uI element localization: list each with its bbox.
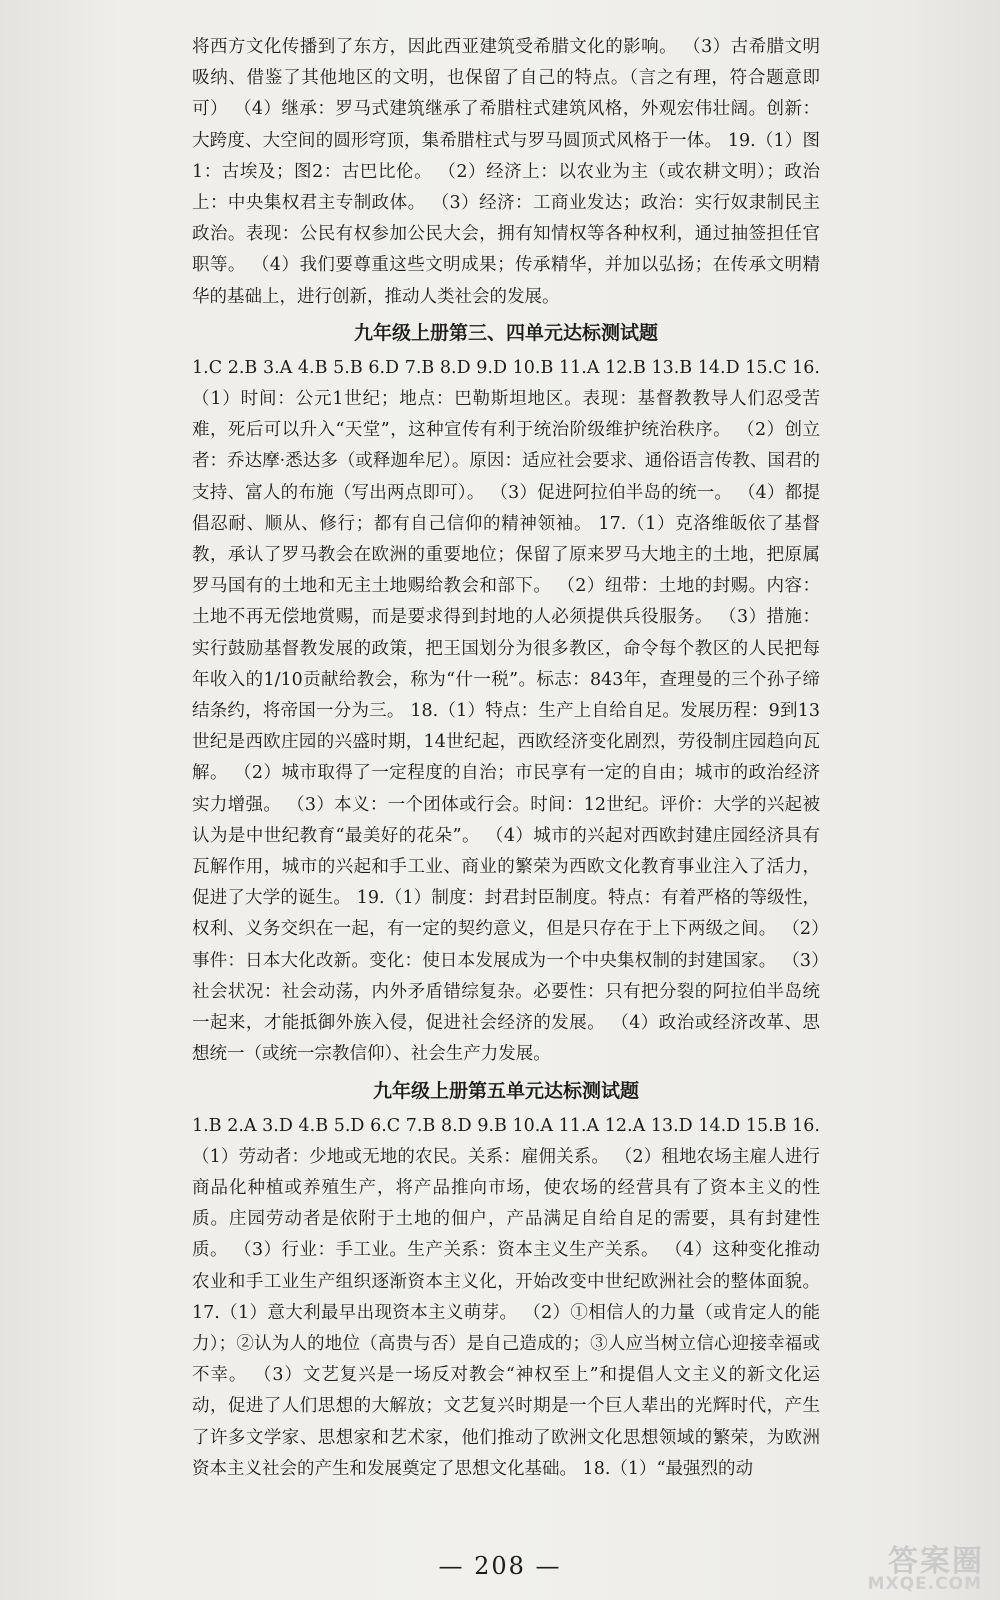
- paragraph-unit-5-answers: 1.B 2.A 3.D 4.B 5.D 6.C 7.B 8.D 9.B 10.A 11.A 12.A 13.D 14.D 15.B 16.（1）劳动者：少地或无地的农民。关系：雇佣关系。 （2）租地农场主雇人进行商品化种植或养殖生产，将产品推向市场，使农场的经营具有了资本主义的性质。庄园劳动者是依附于土地的佃户，产品满足自给自足的需要，具有封建性质。 （3）行业：手工业。生产关系：资本主义生产关系。 （4）这种变化推动农业和手工业生产组织逐渐资本主义化，开始改变中世纪欧洲社会的整体面貌。 17.（1）意大利最早出现资本主义萌芽。 （2）①相信人的力量（或肯定人的能力）；②认为人的地位（高贵与否）是自己造成的；③人应当树立信心迎接幸福或不幸。 （3）文艺复兴是一场反对教会“神权至上”和提倡人文主义的新文化运动，促进了人们思想的大解放；文艺复兴时期是一个巨人辈出的光辉时代，产生了许多文学家、思想家和艺术家，他们推动了欧洲文化思想领域的繁荣，为欧洲资本主义社会的产生和发展奠定了思想文化基础。 18.（1）“最强烈的动: [192, 1115, 820, 1479]
- section-heading-units-3-4: 九年级上册第三、四单元达标测试题: [353, 321, 658, 344]
- watermark-logo: [810, 1536, 990, 1594]
- watermark-en: MXQE.COM: [867, 1574, 982, 1594]
- watermark-cn: 答案圈: [888, 1544, 984, 1579]
- answer-text-column: [192, 32, 820, 1485]
- section-heading-unit-5: 九年级上册第五单元达标测试题: [372, 1079, 639, 1102]
- paragraph-units-3-4-answers: 1.C 2.B 3.A 4.B 5.B 6.D 7.B 8.D 9.D 10.B 11.A 12.B 13.B 14.D 15.C 16.（1）时间：公元1世纪；地点：巴勒斯坦地区。表现：基督教教导人们忍受苦难，死后可以升入“天堂”，这种宣传有利于统治阶级维护统治秩序。 （2）创立者：乔达摩·悉达多（或释迦牟尼）。原因：适应社会要求、通俗语言传教、国君的支持、富人的布施（写出两点即可）。 （3）促进阿拉伯半岛的统一。 （4）都提倡忍耐、顺从、修行；都有自己信仰的精神领袖。 17.（1）克洛维皈依了基督教，承认了罗马教会在欧洲的重要地位；保留了原来罗马大地主的土地，把原属罗马国有的土地和无主土地赐给教会和部下。 （2）纽带：土地的封赐。内容：土地不再无偿地赏赐，而是要求得到封地的人必须提供兵役服务。 （3）措施：实行鼓励基督教发展的政策，把王国划分为很多教区，命令每个教区的人民把每年收入的1/10贡献给教会，称为“什一税”。标志：843年，查理曼的三个孙子缔结条约，将帝国一分为三。 18.（1）特点：生产上自给自足。发展历程：9到13世纪是西欧庄园的兴盛时期，14世纪起，西欧经济变化剧烈，劳役制庄园趋向瓦解。 （2）城市取得了一定程度的自治；市民享有一定的自由；城市的政治经济实力增强。 （3）本义：一个团体或行会。时间：12世纪。评价：大学的兴起被认为是中世纪教育“最美好的花朵”。 （4）城市的兴起对西欧封建庄园经济具有瓦解作用，城市的兴起和手工业、商业的繁荣为西欧文化教育事业注入了活力，促进了大学的诞生。 19.（1）制度：封君封臣制度。特点：有着严格的等级性，权利、义务交织在一起，有一定的契约意义，但是只存在于上下两级之间。 （2）事件：日本大化改新。变化：使日本发展成为一个中央集权制的封建国家。 （3）社会状况：社会动荡，内外矛盾错综复杂。必要性：只有把分裂的阿拉伯半岛统一起来，才能抵御外族入侵，促进社会经济的发展。 （4）政治或经济改革、思想统一（或统一宗教信仰）、社会生产力发展。: [192, 357, 820, 1065]
- paragraph-unit-answers-continued: 将西方文化传播到了东方，因此西亚建筑受希腊文化的影响。 （3）古希腊文明吸纳、借鉴了其他地区的文明，也保留了自己的特点。（言之有理，符合题意即可） （4）继承：罗马式建筑继承了希腊柱式建筑风格，外观宏伟壮阔。创新：大跨度、大空间的圆形穹顶，集希腊柱式与罗马圆顶式风格于一体。 19.（1）图1：古埃及；图2：古巴比伦。 （2）经济上：以农业为主（或农耕文明）；政治上：中央集权君主专制政体。 （3）经济：工商业发达；政治：实行奴隶制民主政治。表现：公民有权参加公民大会，拥有知情权等各种权利，通过抽签担任官职等。 （4）我们要尊重这些文明成果；传承精华，并加以弘扬；在传承文明精华的基础上，进行创新，推动人类社会的发展。: [192, 37, 820, 307]
- page-number: — 208 —: [438, 1552, 562, 1580]
